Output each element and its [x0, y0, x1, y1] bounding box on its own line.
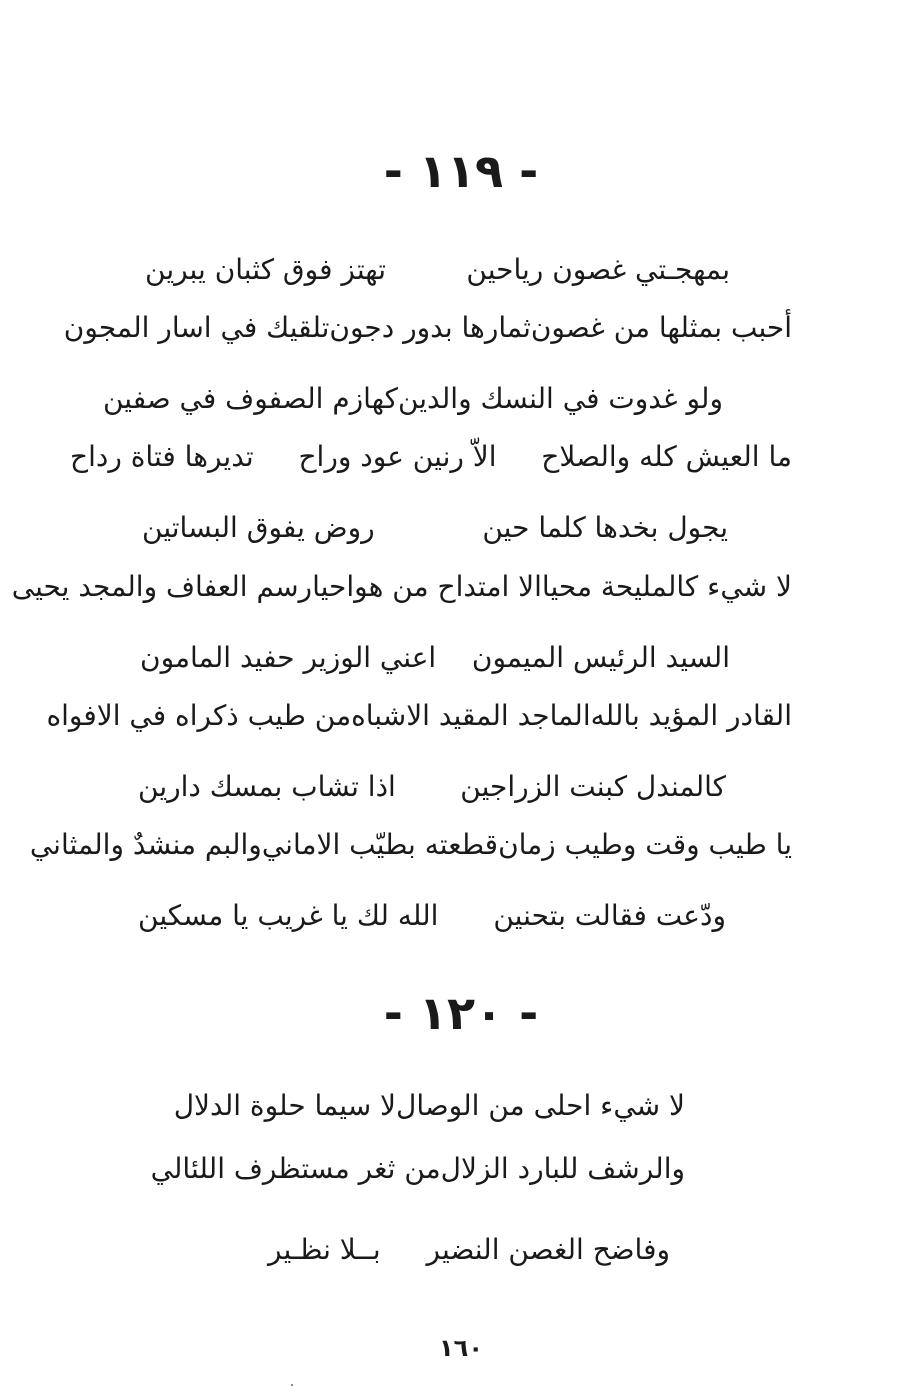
hemistich: كهازم الصفوف في صفين — [102, 382, 398, 415]
hemistich: الا امتداح من هواحيا — [312, 570, 542, 603]
hemistich: تهتز فوق كثبان يبرين — [145, 253, 386, 286]
verse-line — [46, 699, 792, 732]
hemistich: من طيب ذكراه في الافواه — [46, 699, 352, 732]
verse-line — [70, 440, 792, 473]
hemistich: من ثغر مستظرف اللئالي — [150, 1152, 441, 1185]
hemistich: يا طيب وقت وطيب زمان — [498, 828, 792, 861]
poem-number-heading: - ١٢٠ - — [383, 986, 539, 1040]
hemistich: روض يفوق البساتين — [142, 511, 375, 544]
hemistich: رسم العفاف والمجد يحيى — [11, 570, 313, 603]
hemistich: الاّ رنين عود وراح — [298, 440, 497, 473]
hemistich: كالمندل كبنت الزراجين — [460, 770, 726, 803]
hemistich: ما العيش كله والصلاح — [541, 440, 792, 473]
hemistich: يجول بخدها كلما حين — [482, 511, 728, 544]
verse-line — [268, 1233, 670, 1266]
hemistich: السيد الرئيس الميمون — [471, 641, 730, 674]
verse-line — [142, 511, 728, 544]
poem-number-heading: - ١١٩ - — [383, 144, 539, 198]
hemistich: اذا تشاب بمسك دارين — [138, 770, 396, 803]
hemistich: لا شيء كالمليحة محيا — [541, 570, 792, 603]
page-number: ١٦٠ — [439, 1334, 483, 1362]
verse-line — [102, 382, 723, 415]
verse-line — [138, 899, 726, 932]
hemistich: الماجد المقيد الاشباه — [351, 699, 591, 732]
verse-line — [150, 1152, 685, 1185]
hemistich: ولو غدوت في النسك والدين — [397, 382, 723, 415]
verse-line — [138, 770, 726, 803]
verse-line — [11, 570, 792, 603]
hemistich: ثمارها بدور دجون — [329, 311, 531, 344]
hemistich: الله لك يا غريب يا مسكين — [138, 899, 439, 932]
hemistich: وفاضح الغصن النضير — [426, 1233, 670, 1266]
verse-line — [145, 253, 730, 286]
hemistich: اعني الوزير حفيد المامون — [140, 641, 437, 674]
verse-line — [63, 311, 792, 344]
hemistich: أحبب بمثلها من غصون — [530, 311, 792, 344]
verse-line — [140, 641, 730, 674]
hemistich: تديرها فتاة رداح — [70, 440, 254, 473]
hemistich: تلقيك في اسار المجون — [63, 311, 330, 344]
hemistich: ودّعت فقالت بتحنين — [493, 899, 726, 932]
hemistich: بــلا نظـير — [268, 1233, 381, 1266]
hemistich: لا سيما حلوة الدلال — [173, 1089, 397, 1122]
hemistich: والبم منشدٌ والمثاني — [29, 828, 262, 861]
hemistich: قطعته بطيّب الاماني — [261, 828, 499, 861]
verse-line — [29, 828, 792, 861]
hemistich: لا شيء احلى من الوصال — [396, 1089, 685, 1122]
hemistich: بمهجـتي غصون رياحين — [466, 253, 730, 286]
scan-speck — [291, 1384, 293, 1386]
verse-line — [173, 1089, 685, 1122]
hemistich: والرشف للبارد الزلال — [440, 1152, 685, 1185]
hemistich: القادر المؤيد بالله — [590, 699, 792, 732]
